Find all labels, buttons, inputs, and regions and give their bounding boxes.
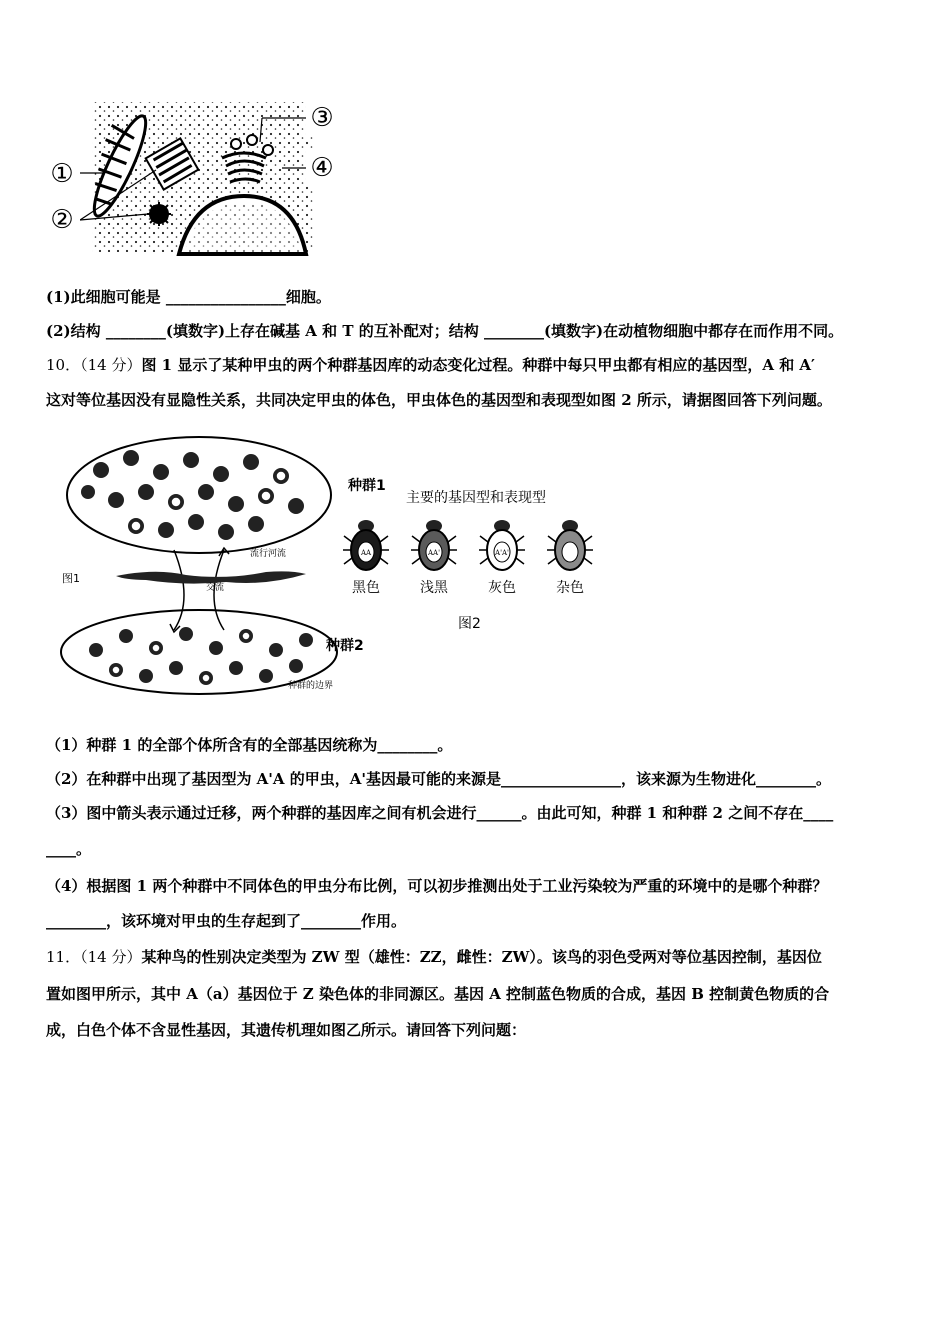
cell-figure — [44, 96, 340, 256]
figure-2-label: 图2 — [458, 616, 481, 632]
q11-line3: 成，白色个体不含显性基因，其遗传机理如图乙所示。请回答下列问题： — [46, 1021, 527, 1039]
figure-1-label: 图1 — [62, 572, 80, 585]
q10-intro-text: 图 1 显示了某种甲虫的两个种群基因库的动态变化过程。种群中每只甲虫都有相应的基因型，A 和 A′ — [141, 356, 816, 374]
q10-number: 10．（14 分） — [46, 356, 142, 374]
label-1: ① — [50, 159, 74, 189]
river-label: 流行河流 — [250, 549, 287, 559]
q10-sub3-line2: ____。 — [46, 840, 92, 858]
beetle-4 — [547, 520, 593, 596]
q10-intro-line2: 这对等位基因没有显隐性关系，共同决定甲虫的体色，甲虫体色的基因型和表现型如图 2 所示，请据图回答下列问题。 — [46, 391, 832, 409]
beetle-2 — [411, 520, 457, 596]
beetle-genotype: AA' — [427, 549, 441, 557]
beetle-phenotype: 黑色 — [352, 580, 380, 596]
population-1-label: 种群1 — [348, 478, 386, 494]
q11-line2: 置如图甲所示，其中 A（a）基因位于 Z 染色体的非同源区。基因 A 控制蓝色物质的合成，基因 B 控制黄色物质的合 — [46, 985, 830, 1003]
population-figure — [56, 430, 616, 700]
q10-sub4-line2: ________，该环境对甲虫的生存起到了________作用。 — [46, 912, 407, 930]
q10-sub2: （2）在种群中出现了基因型为 A'A 的甲虫，A'基因最可能的来源是________________，该来源为生物进化________。 — [46, 770, 831, 788]
q11-number: 11．（14 分） — [46, 948, 142, 966]
beetle-genotype: AA — [360, 549, 372, 557]
beetle-3 — [479, 520, 525, 596]
beetle-phenotype: 浅黑 — [420, 580, 448, 596]
q11-line1 — [46, 947, 822, 967]
q10-sub1: （1）种群 1 的全部个体所含有的全部基因统称为________。 — [46, 736, 453, 754]
q10-sub3-line1: （3）图中箭头表示通过迁移，两个种群的基因库之间有机会进行______。由此可知，种群 1 和种群 2 之间不存在____ — [46, 804, 834, 822]
q10-sub4-line1: （4）根据图 1 两个种群中不同体色的甲虫分布比例，可以初步推测出处于工业污染较为严重的环境中的是哪个种群？ — [46, 877, 828, 895]
label-4: ④ — [310, 153, 334, 183]
figure-2-title: 主要的基因型和表现型 — [406, 490, 546, 506]
migration-label: 交流 — [206, 583, 225, 593]
beetle-phenotype: 杂色 — [556, 580, 584, 596]
label-2: ② — [50, 205, 74, 235]
beetle-1 — [343, 520, 389, 596]
q9-part2: (2)结构 ________(填数字)上存在碱基 A 和 T 的互补配对；结构 ________(填数字)在动植物细胞中都存在而作用不同。 — [46, 322, 844, 340]
beetle-phenotype: 灰色 — [488, 580, 516, 596]
label-3: ③ — [310, 103, 334, 133]
q11-line1-text: 某种鸟的性别决定类型为 ZW 型（雄性：ZZ，雌性：ZW）。该鸟的羽色受两对等位基因控制，基因位 — [141, 948, 822, 966]
q10-intro-line1 — [46, 355, 815, 375]
q9-part1: (1)此细胞可能是 ________________细胞。 — [46, 288, 331, 306]
population-2-label: 种群2 — [326, 638, 364, 654]
beetle-genotype: A'A' — [495, 549, 509, 557]
boundary-label: 种群的边界 — [288, 681, 334, 691]
